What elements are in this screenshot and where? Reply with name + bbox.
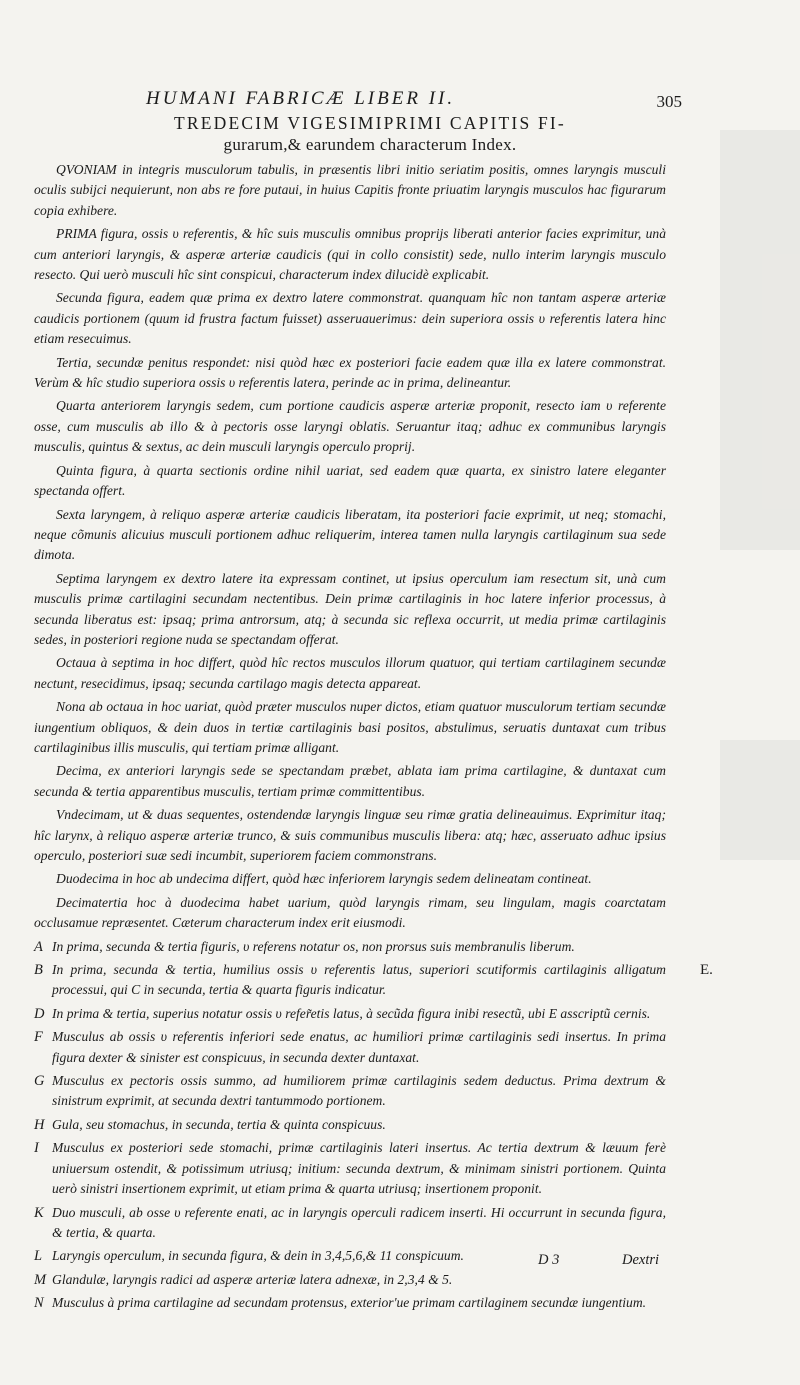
legend-item: [34, 1004, 666, 1024]
paragraph: Septima laryngem ex dextro latere ita expressam continet, ut ipsius operculum iam resectum sit, unà cum musculis primæ cartilagini secundam nectentibus. Dein primæ cartilaginis in hoc latere inferior processus, à secunda liberatus est: ipsaq; prima antrorsum, atq; à secunda sic reflexa occurrit, ut media primæ cartilaginis sedes, in posteriori regione nuda se spectandam offerat.: [34, 570, 666, 647]
legend-letter: N: [34, 1295, 44, 1312]
facing-page-bleed: [720, 740, 800, 860]
chapter-title-line-1: TREDECIM VIGESIMIPRIMI CAPITIS FI-: [174, 113, 566, 133]
running-head: HUMANI FABRICÆ LIBER II.: [146, 88, 456, 109]
legend-text: Duo musculi, ab osse υ referente enati, ac in laryngis operculi radicem inserti. Hi occurrunt in secunda figura, & tertia, & quarta.: [52, 1204, 666, 1240]
legend-item: [34, 1246, 666, 1266]
legend-item: [34, 1138, 666, 1199]
legend-letter: D: [34, 1005, 45, 1022]
legend-letter: B: [34, 962, 43, 979]
legend-item: [34, 960, 666, 1001]
paragraph: Sexta laryngem, à reliquo asperæ arteriæ caudicis liberatam, ita posteriori facie exprimit, ut neq; stomachi, neque cõmunis alicuius musculi portionem adhuc reliquerim, interea tamen nulla laryngis cartilaginum sua sede dimota.: [34, 506, 666, 563]
legend-item: [34, 1027, 666, 1068]
paragraph: Tertia, secundæ penitus respondet: nisi quòd hæc ex posteriori facie eadem quæ illa ex latere commonstrat. Verùm & hîc studio superiora ossis υ referentis latera, perinde ac in prima, delineantur.: [34, 354, 666, 391]
paragraph: Duodecima in hoc ab undecima differt, quòd hæc inferiorem laryngis sedem delineatam contineat.: [56, 871, 592, 887]
legend-text: In prima, secunda & tertia figuris, υ referens notatur os, non prorsus suis membranulis liberum.: [52, 938, 575, 954]
body-text: [34, 160, 666, 1317]
paragraph: Quinta figura, à quarta sectionis ordine nihil uariat, sed eadem quæ quarta, ex sinistro latere eleganter spectanda offert.: [34, 462, 666, 499]
character-index: [34, 937, 666, 1314]
page-number: 305: [656, 92, 682, 111]
legend-letter: H: [34, 1116, 45, 1133]
legend-item: [34, 1115, 666, 1135]
paragraph: Decimatertia hoc à duodecima habet uarium, quòd laryngis rimam, seu lingulam, magis coarctatam occlusamue repræsentet. Cæterum characterum index erit eiusmodi.: [34, 894, 666, 931]
paragraph: PRIMA figura, ossis υ referentis, & hîc suis musculis omnibus proprijs liberati anterior facies exprimitur, unà cum anteriori laryngis, & asperæ arteriæ caudicis (qui in collo consistit) sede, nullo interim laryngis musculo resecto. Qui uerò musculi hîc sint conspicui, characterum index dilucidè explicabit.: [34, 226, 666, 283]
signature-mark: D 3: [538, 1252, 560, 1268]
paragraph: Vndecimam, ut & duas sequentes, ostendendæ laryngis linguæ seu rimæ gratia delineauimus. Exprimitur itaq; hîc larynx, à reliquo asperæ arteriæ trunco, & suis communibus musculis libera: atq; hæc, asseruato adhuc ipsius operculo, posteriori suæ sedi incumbit, superiorem faciem commonstrans.: [34, 807, 666, 863]
legend-text: Musculus ex pectoris ossis summo, ad humiliorem primæ cartilaginis sedem deductus. Prima dextrum & sinistrum exprimit, at secunda dextri tantummodo portionem.: [52, 1073, 666, 1109]
legend-letter: I: [34, 1140, 39, 1157]
legend-letter: L: [34, 1248, 43, 1265]
chapter-title-line-2: gurarum,& earundem characterum Index.: [223, 135, 517, 154]
legend-letter: F: [34, 1029, 43, 1046]
paragraph: Octaua à septima in hoc differt, quòd hîc rectos musculos illorum quatuor, qui tertiam cartilaginem secundæ nectunt, resecidimus, ipsaq; secunda cartilago magis detecta appareat.: [34, 655, 666, 691]
legend-text: Gula, seu stomachus, in secunda, tertia & quinta conspicuus.: [52, 1116, 386, 1132]
paragraph: Quarta anteriorem laryngis sedem, cum portione caudicis asperæ arteriæ proponit, resecto iam υ referente osse, cum musculis ab illo & à pectoris osse laryngi oblatis. Seruantur itaq; adhuc ex communibus laryngis musculis, quintus & sextus, ac dein musculi laryngis operculo proprij.: [34, 398, 666, 455]
legend-text: Laryngis operculum, in secunda figura, & dein in 3,4,5,6,& 11 conspicuum.: [52, 1248, 464, 1264]
legend-letter: K: [34, 1204, 44, 1221]
legend-text: In prima & tertia, superius notatur ossis υ refer̃etis latus, à secũda figura inibi resectũ, ubi E asscriptũ cernis.: [52, 1005, 651, 1021]
legend-letter: M: [34, 1271, 47, 1288]
paragraph: Nona ab octaua in hoc uariat, quòd præter musculos nuper dictos, etiam quatuor musculorum tertiam secundæ iungentium obliquos, & dein duos in tertiæ cartilaginis basi positos, abstulimus, seruatis duntaxat cum tribus cartilaginibus illis musculis, qui tertiam primæ alligant.: [34, 699, 666, 755]
legend-letter: G: [34, 1073, 45, 1090]
legend-item: [34, 1071, 666, 1112]
legend-text: Glandulæ, laryngis radici ad asperæ arteriæ latera adnexæ, in 2,3,4 & 5.: [52, 1271, 453, 1287]
margin-note: E.: [700, 962, 713, 978]
legend-text: In prima, secunda & tertia, humilius ossis υ referentis latus, superiori scutiformis cartilaginis alligatum processui, qui C in secunda, tertia & quarta figuris indicatur.: [52, 962, 666, 998]
legend-item: [34, 1203, 666, 1244]
legend-text: Musculus à prima cartilagine ad secundam protensus, exterior'ue primam cartilaginem secundæ iungentium.: [52, 1295, 647, 1311]
paragraph: QVONIAM in integris musculorum tabulis, in præsentis libri initio seriatim positis, omnes laryngis musculi oculis subijci nequierunt, non abs re fore putaui, in huius Capitis fronte priuatim laryngis musculos hac figurarum copia exhibere.: [34, 162, 666, 218]
facing-page-bleed: [720, 130, 800, 550]
chapter-title: [70, 112, 670, 156]
catchword: Dextri: [622, 1252, 660, 1268]
legend-letter: A: [34, 938, 43, 955]
legend-text: Musculus ex posteriori sede stomachi, primæ cartilaginis lateri insertus. Ac tertia dextrum & læuum ferè uniuersum ostendit, & potissimum utriusq; initium: secunda dextrum, & minimam sinistri portionem. Quinta uerò sinistri insertionem exprimit, ut etiam prima & quarta utriusq; insertionem proponit.: [52, 1140, 666, 1197]
paragraph: Secunda figura, eadem quæ prima ex dextro latere commonstrat. quanquam hîc non tantam asperæ arteriæ caudicis portionem (quum id frustra factum fuisset) asseruauerimus: dein superiora ossis υ referentis latera hinc etiam resecuimus.: [34, 290, 666, 347]
paragraph: Decima, ex anteriori laryngis sede se spectandam præbet, ablata iam prima cartilagine, & duntaxat cum secunda & tertia apparentibus musculis, tertiam primæ committentibus.: [34, 763, 666, 799]
legend-text: Musculus ab ossis υ referentis inferiori sede enatus, ac humiliori primæ cartilaginis sedi insertus. In prima figura dexter & sinister est conspicuus, in secunda dexter duntaxat.: [52, 1029, 666, 1065]
legend-item: [34, 1270, 666, 1290]
legend-item: [34, 1293, 666, 1313]
legend-item: [34, 937, 666, 957]
